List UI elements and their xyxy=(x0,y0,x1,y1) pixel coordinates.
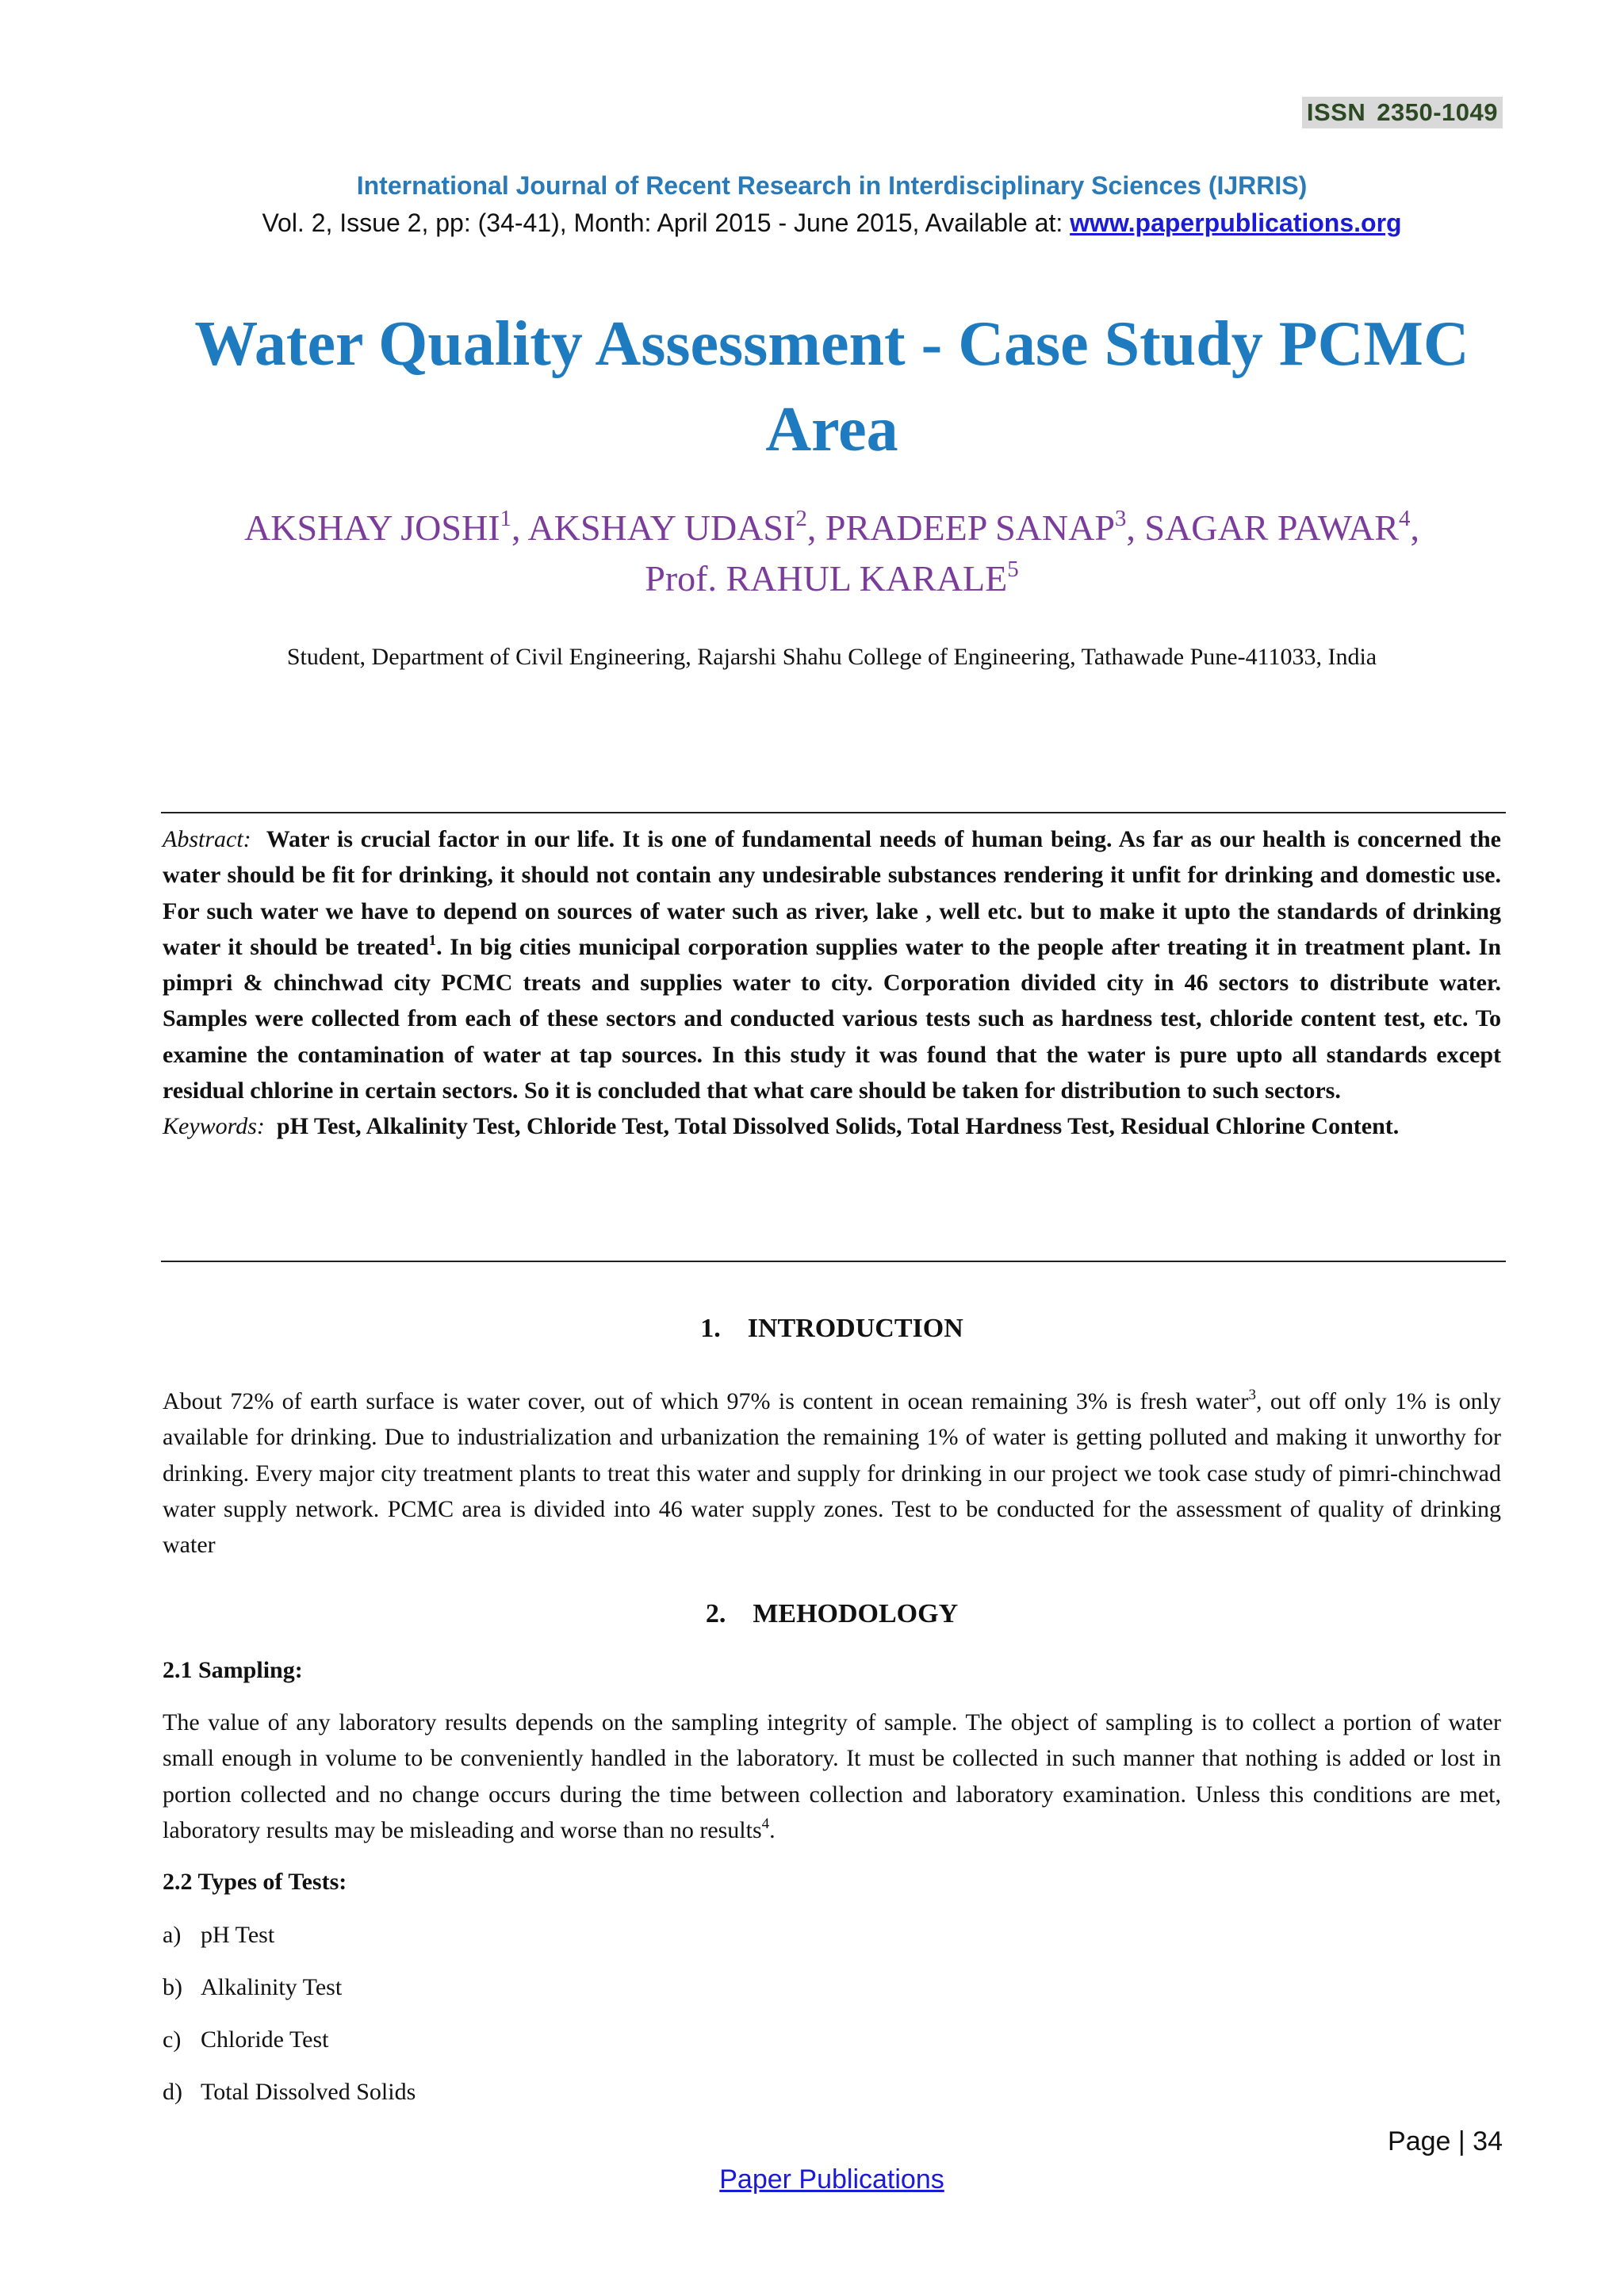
volume-text: Vol. 2, Issue 2, pp: (34-41), Month: April 2015 - June 2015, Available at: xyxy=(262,209,1071,237)
author-sup: 1 xyxy=(500,506,512,531)
section-1-heading xyxy=(119,1314,1545,1344)
author-sup: 4 xyxy=(1398,506,1411,531)
author-sep: , xyxy=(1126,507,1145,548)
authors xyxy=(119,503,1545,604)
list-label: pH Test xyxy=(201,1922,275,1948)
list-item xyxy=(163,1974,342,2001)
author-sup: 5 xyxy=(1007,557,1019,582)
abstract xyxy=(163,821,1501,1145)
intro-text-1: About 72% of earth surface is water cover, out of which 97% is content in ocean remaining 3% is fresh water xyxy=(163,1388,1249,1414)
paper-title xyxy=(119,301,1545,473)
author-sep: , xyxy=(1410,507,1419,548)
list-label: Total Dissolved Solids xyxy=(201,2079,416,2105)
page-number: Page | 34 xyxy=(1388,2126,1503,2156)
section-1-title: INTRODUCTION xyxy=(747,1314,963,1343)
subsection-2-1-title: 2.1 Sampling: xyxy=(163,1657,303,1683)
issn-label: ISSN xyxy=(1306,98,1366,126)
section-1-number: 1. xyxy=(700,1314,721,1343)
list-item xyxy=(163,2079,416,2106)
abstract-top-rule xyxy=(161,812,1506,813)
sampling-text: The value of any laboratory results depends on the sampling integrity of sample. The object of sampling is to collect a portion of water small enough in volume to be conveniently handled in the laboratory. It must be collected in such manner that nothing is added or lost in portion collected and no change occurs during the time between collection and laboratory examination. Unless this conditions are met, laboratory results may be misleading and worse than no results xyxy=(163,1709,1501,1843)
list-label: Alkalinity Test xyxy=(201,1974,343,2000)
introduction-paragraph xyxy=(163,1383,1501,1563)
author-name: PRADEEP SANAP xyxy=(825,507,1115,548)
list-marker: b) xyxy=(163,1974,182,2000)
keywords-text: pH Test, Alkalinity Test, Chloride Test, Total Dissolved Solids, Total Hardness Test, Residual Chlorine Content. xyxy=(276,1113,1400,1140)
list-marker: a) xyxy=(163,1922,182,1948)
keywords xyxy=(163,1108,1501,1144)
intro-text-2: , out off only 1% is only available for drinking. Due to industrialization and urbanization the remaining 1% of water is getting polluted and making it unworthy for drinking. Every major city treatment plants to treat this water and supply for drinking in our project we took case study of pimri-chinchwad water supply network. PCMC area is divided into 46 water supply zones. Test to be conducted for the assessment of quality of drinking water xyxy=(163,1388,1501,1559)
sampling-sup: 4 xyxy=(761,1815,770,1832)
author-sup: 2 xyxy=(795,506,807,531)
sampling-paragraph xyxy=(163,1705,1501,1848)
list-item xyxy=(163,1922,274,1949)
list-label: Chloride Test xyxy=(201,2026,329,2053)
author-sep: , xyxy=(806,507,825,548)
journal-name: International Journal of Recent Research in Interdisciplinary Sciences (IJRRIS) xyxy=(356,171,1308,200)
author-name: AKSHAY JOSHI xyxy=(244,507,500,548)
author-name: AKSHAY UDASI xyxy=(527,507,796,548)
title-line-1: Water Quality Assessment - Case Study PCMC xyxy=(194,309,1469,379)
section-2-number: 2. xyxy=(705,1599,726,1628)
author-name: Prof. RAHUL KARALE xyxy=(645,558,1008,599)
publisher-link[interactable]: Paper Publications xyxy=(719,2164,944,2195)
subsection-2-2-title: 2.2 Types of Tests: xyxy=(163,1869,347,1895)
volume-line xyxy=(0,209,1624,238)
website-link[interactable]: www.paperpublications.org xyxy=(1070,209,1402,237)
abstract-sup: 1 xyxy=(428,932,437,949)
affiliation: Student, Department of Civil Engineering, Rajarshi Shahu College of Engineering, Tathawade Pune-411033, India xyxy=(286,644,1377,670)
section-2-title: MEHODOLOGY xyxy=(753,1599,959,1628)
list-item xyxy=(163,2026,329,2053)
abstract-text-2: . In big cities municipal corporation supplies water to the people after treating it in treatment plant. In pimpri & chinchwad city PCMC treats and supplies water to city. Corporation divided city in 46 sectors to distribute water. Samples were collected from each of these sectors and conducted various tests such as hardness test, chloride content test, etc. To examine the contamination of water at tap sources. In this study it was found that the water is pure upto all standards except residual chlorine in certain sectors. So it is concluded that what care should be taken for distribution to such sectors. xyxy=(163,933,1502,1104)
author-sup: 3 xyxy=(1114,506,1127,531)
issn-badge xyxy=(1302,97,1503,128)
authors-line-1 xyxy=(119,503,1545,553)
abstract-bottom-rule xyxy=(161,1261,1506,1262)
list-marker: d) xyxy=(163,2079,182,2105)
section-2-heading xyxy=(119,1599,1545,1629)
abstract-label: Abstract: xyxy=(163,826,251,852)
authors-line-2 xyxy=(119,553,1545,604)
author-sep: , xyxy=(511,507,528,548)
keywords-label: Keywords: xyxy=(163,1113,265,1140)
issn-number: 2350-1049 xyxy=(1377,98,1498,126)
sampling-end: . xyxy=(769,1816,776,1843)
abstract-body xyxy=(163,821,1501,1108)
list-marker: c) xyxy=(163,2026,182,2053)
author-name: SAGAR PAWAR xyxy=(1144,507,1399,548)
title-line-2: Area xyxy=(765,395,898,465)
abstract-text-1: Water is crucial factor in our life. It is one of fundamental needs of human being. As far as our health is concerned the water should be fit for drinking, it should not contain any undesirable substances rendering it unfit for drinking and domestic use. For such water we have to depend on sources of water such as river, lake , well etc. but to make it upto the standards of drinking water it should be treated xyxy=(163,826,1501,960)
intro-sup: 3 xyxy=(1248,1387,1256,1403)
